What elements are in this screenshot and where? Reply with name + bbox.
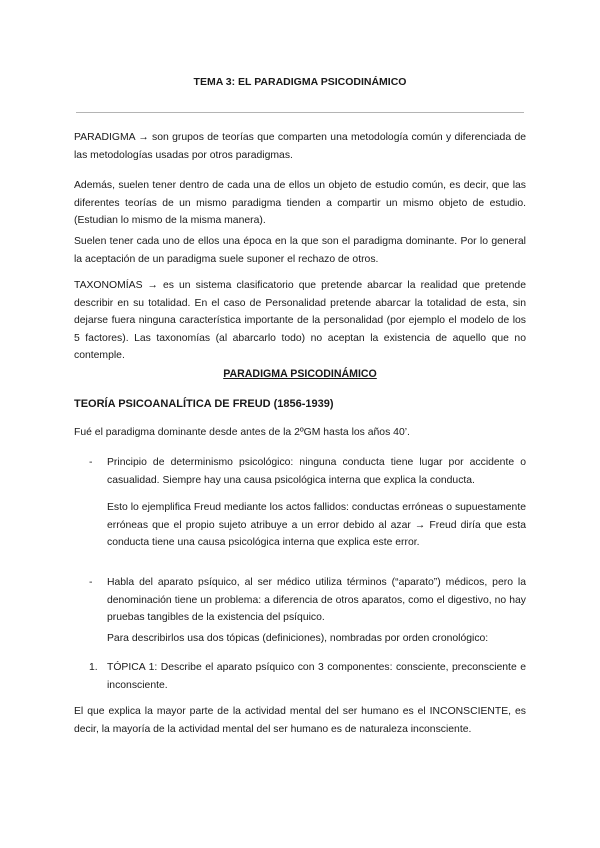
bullet-marker: -: [89, 577, 93, 588]
subheading-freud: TEORÍA PSICOANALÍTICA DE FREUD (1856-1939): [74, 398, 334, 410]
paragraph-intro: Fué el paradigma dominante desde antes de la 2ºGM hasta los años 40’.: [74, 427, 410, 438]
bullet-item-aparato-psiquico: Habla del aparato psíquico, al ser médico utiliza términos (“aparato”) médicos, pero la denominación tiene un problema: a diferencia de otros aparatos, como el digestivo, no hay pruebas tangibles de la existencia del psíquico.: [107, 577, 526, 623]
bullet-followup-actos-fallidos: Esto lo ejemplifica Freud mediante los actos fallidos: conductas erróneas o supuestamente erróneas que el propio sujeto atribuye a un error debido al azar → Freud diría que esta conducta tiene una causa psicológica interna que explica este error.: [107, 502, 526, 548]
section-heading: PARADIGMA PSICODINÁMICO: [223, 368, 377, 380]
paragraph-objeto-estudio: Además, suelen tener dentro de cada una de ellos un objeto de estudio común, es decir, que las diferentes teorías de un mismo paradigma tienden a compartir un mismo objeto de estudio. (Estudian lo mismo de la misma manera).: [74, 180, 526, 226]
paragraph-epoca-dominante: Suelen tener cada uno de ellos una época en la que son el paradigma dominante. Por lo general la aceptación de un paradigma suele suponer el rechazo de otros.: [74, 236, 526, 265]
paragraph-inconsciente: El que explica la mayor parte de la actividad mental del ser humano es el INCONSCIENTE, es decir, la mayoría de la actividad mental del ser humano es de naturaleza inconsciente.: [74, 706, 526, 735]
title-divider: [76, 112, 524, 113]
bullet-followup-topicas: Para describirlos usa dos tópicas (definiciones), nombradas por orden cronológico:: [107, 633, 489, 644]
numbered-marker: 1.: [89, 662, 98, 673]
document-title: TEMA 3: EL PARADIGMA PSICODINÁMICO: [193, 76, 407, 88]
bullet-marker: -: [89, 457, 93, 468]
bullet-item-determinismo: Principio de determinismo psicológico: ninguna conducta tiene lugar por accidente o casualidad. Siempre hay una causa psicológica interna que explica la conducta.: [107, 457, 526, 486]
numbered-item-topica-1: TÓPICA 1: Describe el aparato psíquico con 3 componentes: consciente, preconsciente e inconsciente.: [107, 662, 526, 691]
paragraph-paradigma: PARADIGMA → son grupos de teorías que comparten una metodología común y diferenciada de las metodologías usadas por otros paradigmas.: [74, 132, 526, 161]
paragraph-taxonomias: TAXONOMÍAS → es un sistema clasificatorio que pretende abarcar la realidad que pretende describir en su totalidad. En el caso de Personalidad pretende abarcar la totalidad de esta, sin dejarse fuera ninguna característica importante de la personalidad (por ejemplo el modelo de los 5 factores). Las taxonomías (al abarcarlo todo) no aceptan la existencia de aquello que no contemple.: [74, 280, 526, 361]
